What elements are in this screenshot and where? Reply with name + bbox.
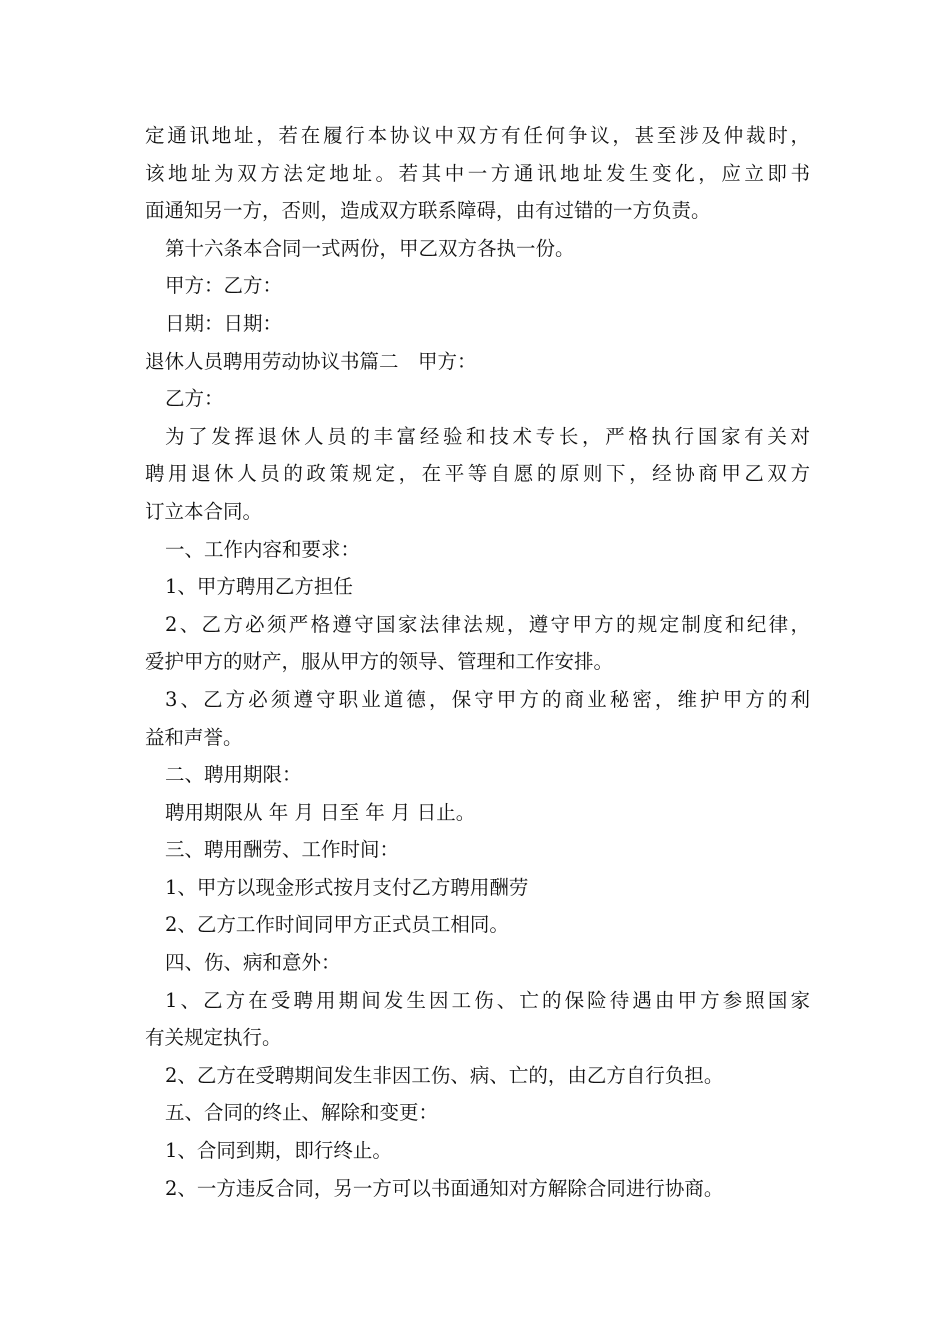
signature-dates: 日期：日期： xyxy=(165,311,283,335)
clause-heading: 一、工作内容和要求： xyxy=(165,537,361,561)
text-line: 聘用退休人员的政策规定，在平等自愿的原则下，经协商甲乙双方 xyxy=(145,462,810,486)
clause-item: 聘用期限从 年 月 日至 年 月 日止。 xyxy=(165,800,476,824)
clause-item: 2、乙方在受聘期间发生非因工伤、病、亡的，由乙方自行负担。 xyxy=(165,1063,724,1087)
clause-heading: 二、聘用期限： xyxy=(165,763,302,787)
clause-item: 2、乙方工作时间同甲方正式员工相同。 xyxy=(165,913,509,937)
clause-item: 2、一方违反合同，另一方可以书面通知对方解除合同进行协商。 xyxy=(165,1176,724,1200)
clause-heading: 五、合同的终止、解除和变更： xyxy=(165,1101,439,1125)
article-sixteen: 第十六条本合同一式两份，甲乙双方各执一份。 xyxy=(165,236,575,260)
section-title: 退休人员聘用劳动协议书篇二 甲方： xyxy=(145,349,477,373)
text-line: 为了发挥退休人员的丰富经验和技术专长，严格执行国家有关对 xyxy=(165,424,810,448)
party-b-label: 乙方： xyxy=(165,387,224,411)
clause-heading: 四、伤、病和意外： xyxy=(165,951,341,975)
text-line: 定通讯地址，若在履行本协议中双方有任何争议，甚至涉及仲裁时， xyxy=(145,124,810,147)
signature-parties: 甲方：乙方： xyxy=(165,274,283,298)
document-body xyxy=(145,117,810,1207)
clause-item: 1、合同到期，即行终止。 xyxy=(165,1139,392,1163)
text-line: 爱护甲方的财产，服从甲方的领导、管理和工作安排。 xyxy=(145,650,614,674)
text-line: 有关规定执行。 xyxy=(145,1026,282,1050)
clause-item: 1、乙方在受聘用期间发生因工伤、亡的保险待遇由甲方参照国家 xyxy=(165,988,810,1012)
text-line: 面通知另一方，否则，造成双方联系障碍，由有过错的一方负责。 xyxy=(145,199,711,223)
clause-item: 1、甲方聘用乙方担任 xyxy=(165,575,353,599)
clause-heading: 三、聘用酬劳、工作时间： xyxy=(165,838,400,862)
text-line: 益和声誉。 xyxy=(145,725,243,749)
clause-item: 1、甲方以现金形式按月支付乙方聘用酬劳 xyxy=(165,875,529,899)
clause-item: 2、乙方必须严格遵守国家法律法规，遵守甲方的规定制度和纪律， xyxy=(165,612,810,636)
clause-item: 3、乙方必须遵守职业道德，保守甲方的商业秘密，维护甲方的利 xyxy=(165,687,810,711)
text-line: 该地址为双方法定地址。若其中一方通讯地址发生变化，应立即书 xyxy=(145,161,810,185)
text-line: 订立本合同。 xyxy=(145,499,263,523)
